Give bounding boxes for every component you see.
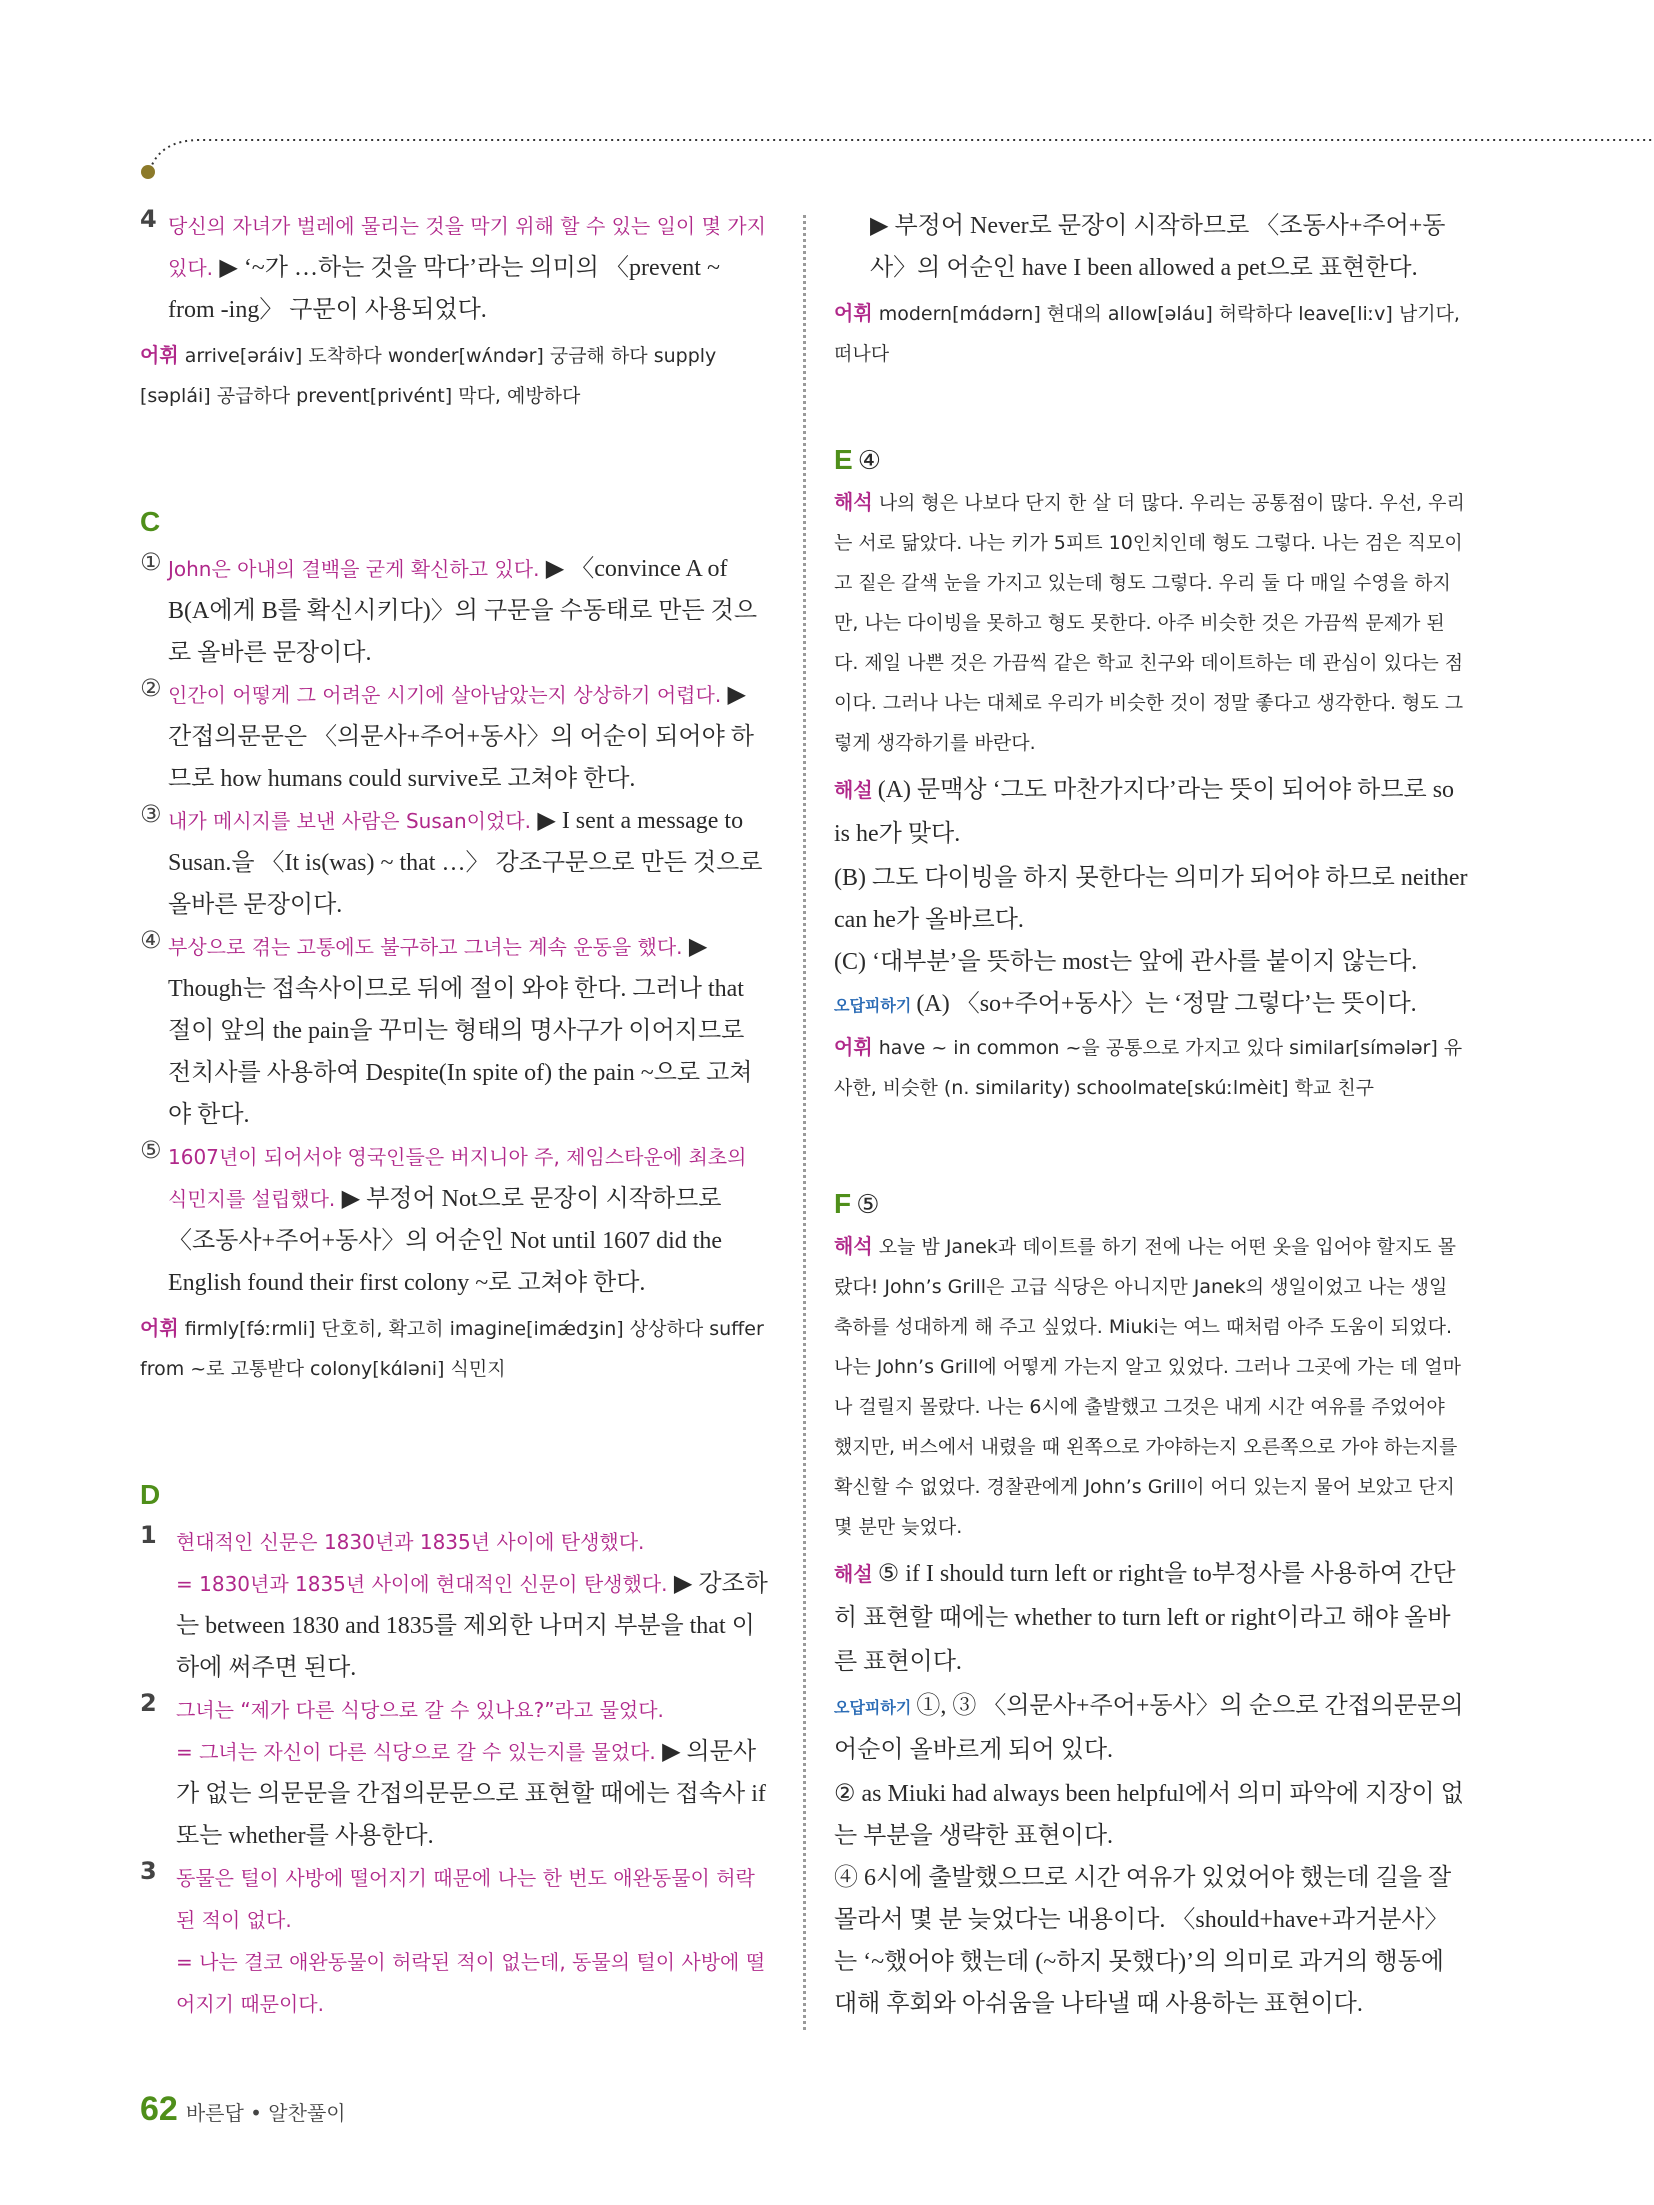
section-f-title: F bbox=[834, 1188, 852, 1219]
footer-text: 바른답 • 알찬풀이 bbox=[185, 2101, 346, 2125]
vocab-label: 어휘 bbox=[140, 343, 179, 367]
c-item-4: ④ 부상으로 겪는 고통에도 불구하고 그녀는 계속 운동을 했다. ▶ Though는 접속사이므로 뒤에 절이 와야 한다. 그러나 that 절이 앞의 the pain을 꾸미는 형태의 명사구가 이어지므로 전치사를 사용하여 Despite(In spite of) the pain ~으로 고쳐야 한다. bbox=[140, 926, 753, 1128]
item-number: 2 bbox=[140, 1689, 157, 1717]
translation: 동물은 털이 사방에 떨어지기 때문에 나는 한 번도 애완동물이 허락된 적이 없다. bbox=[176, 1866, 755, 1932]
explanation: ▶ I sent a message to Susan.을 〈It is(was) ~ that …〉 강조구문으로 만든 것으로 올바른 문장이다. bbox=[168, 808, 763, 918]
solution-label: 해설 bbox=[834, 778, 873, 802]
explanation: ▶ ‘~가 …하는 것을 막다’라는 의미의 〈prevent ~ from -ing〉 구문이 사용되었다. bbox=[168, 255, 720, 323]
translation-label: 해석 bbox=[834, 1234, 873, 1258]
item-number: 3 bbox=[140, 1857, 157, 1885]
explanation: ▶ 〈convince A of B(A에게 B를 확신시키다)〉의 구문을 수동태로 만든 것으로 올바른 문장이다. bbox=[168, 556, 758, 666]
answer: ④ bbox=[857, 446, 882, 476]
question-number: 4 bbox=[140, 205, 157, 233]
solution-label: 해설 bbox=[834, 1562, 873, 1586]
question-4 bbox=[140, 205, 772, 331]
d-item-1 bbox=[140, 1521, 772, 1689]
rewrite: = 1830년과 1835년 사이에 현대적인 신문이 탄생했다. bbox=[176, 1572, 668, 1596]
explanation: ▶ 의문사가 없는 의문문을 간접의문문으로 표현할 때에는 접속사 if 또는 whether를 사용한다. bbox=[176, 1739, 766, 1849]
vocab-label: 어휘 bbox=[834, 1035, 873, 1059]
rewrite: = 그녀는 자신이 다른 식당으로 갈 수 있는지를 물었다. bbox=[176, 1740, 656, 1764]
header-decoration bbox=[0, 0, 1654, 200]
left-column bbox=[140, 205, 772, 2025]
d-item-2 bbox=[140, 1689, 772, 1857]
translation: 현대적인 신문은 1830년과 1835년 사이에 탄생했다. bbox=[176, 1530, 645, 1554]
rewrite: = 나는 결코 애완동물이 허락된 적이 없는데, 동물의 털이 사방에 떨어지기 때문이다. bbox=[176, 1950, 766, 2016]
section-c-items bbox=[140, 548, 772, 1304]
wrong-answer-label: 오답피하기 bbox=[834, 1698, 912, 1717]
explanation: ▶ 강조하는 between 1830 and 1835를 제외한 나머지 부분을 that 이하에 써주면 된다. bbox=[176, 1571, 768, 1681]
c-item-3: ③ 내가 메시지를 보낸 사람은 Susan이었다. ▶ I sent a message to Susan.을 〈It is(was) ~ that …〉 강조구문으로 만든 것으로 올바른 문장이다. bbox=[140, 800, 763, 918]
section-d-title: D bbox=[140, 1479, 161, 1510]
solution-b: (B) 그도 다이빙을 하지 못한다는 의미가 되어야 하므로 neither can he가 올바르다. bbox=[834, 865, 1468, 933]
translation: 당신의 자녀가 벌레에 물리는 것을 막기 위해 할 수 있는 일이 몇 가지 있다. bbox=[168, 214, 766, 280]
d-item-3 bbox=[140, 1857, 772, 2025]
wrong-answer-label: 오답피하기 bbox=[834, 996, 912, 1015]
wrong-answer-2: ② as Miuki had always been helpful에서 의미 파악에 지장이 없는 부분을 생략한 표현이다. bbox=[834, 1781, 1464, 1849]
solution-c: (C) ‘대부분’을 뜻하는 most는 앞에 관사를 붙이지 않는다. bbox=[834, 949, 1418, 975]
vocab-text: modern[mɑ́dərn] 현대의 allow[əláu] 허락하다 leave[liːv] 남기다, 떠나다 bbox=[834, 303, 1460, 365]
page-footer bbox=[140, 2090, 346, 2129]
translation-label: 해석 bbox=[834, 490, 873, 514]
c-item-5: ⑤ 1607년이 되어서야 영국인들은 버지니아 주, 제임스타운에 최초의 식민지를 설립했다. ▶ 부정어 Not으로 문장이 시작하므로 〈조동사+주어+동사〉의 어순인 Not until 1607 did the English found their first colony ~로 고쳐야 한다. bbox=[140, 1136, 747, 1296]
translation-text: 나의 형은 나보다 단지 한 살 더 많다. 우리는 공통점이 많다. 우선, 우리는 서로 닮았다. 나는 키가 5피트 10인치인데 형도 그렇다. 나는 검은 직모이고 짙은 갈색 눈을 가지고 있는데 형도 그렇다. 우리 둘 다 매일 수영을 하지만, 나는 다이빙을 못하고 형도 못한다. 아주 비슷한 것은 가끔씩 문제가 된다. 제일 나쁜 것은 가끔씩 같은 학교 친구와 데이트하는 데 관심이 있다는 점이다. 그러나 나는 대체로 우리가 비슷한 것이 정말 좋다고 생각한다. 형도 그렇게 생각하기를 바란다. bbox=[834, 492, 1465, 754]
column-divider bbox=[803, 215, 806, 2030]
c-item-2: ② 인간이 어떻게 그 어려운 시기에 살아남았는지 상상하기 어렵다. ▶ 간접의문문은 〈의문사+주어+동사〉의 어순이 되어야 하므로 how humans could survive로 고쳐야 한다. bbox=[140, 674, 754, 792]
item-number: 1 bbox=[140, 1521, 157, 1549]
translation: 내가 메시지를 보낸 사람은 Susan이었다. bbox=[168, 809, 531, 833]
vocab-text: arrive[əráiv] 도착하다 wonder[wʌ́ndər] 궁금해 하다 supply [səplái] 공급하다 prevent[privént] 막다, 예방하다 bbox=[140, 345, 717, 407]
vocab-text: have ~ in common ~을 공통으로 가지고 있다 similar[símələr] 유사한, 비슷한 (n. similarity) schoolmate[skúːlmèit] 학교 친구 bbox=[834, 1037, 1463, 1099]
wrong-answer-3: ④ 6시에 출발했으므로 시간 여유가 있었어야 했는데 길을 잘 몰라서 몇 분 늦었다는 내용이다. 〈should+have+과거분사〉는 ‘~했어야 했는데 (~하지 못했다)’의 의미로 과거의 행동에 대해 후회와 아쉬움을 나타낼 때 사용하는 표현이다. bbox=[834, 1865, 1452, 2017]
c-item-1: ① John은 아내의 결백을 굳게 확신하고 있다. ▶ 〈convince A of B(A에게 B를 확신시키다)〉의 구문을 수동태로 만든 것으로 올바른 문장이다. bbox=[140, 548, 758, 666]
translation: 그녀는 “제가 다른 식당으로 갈 수 있나요?”라고 물었다. bbox=[176, 1698, 664, 1722]
translation: 1607년이 되어서야 영국인들은 버지니아 주, 제임스타운에 최초의 식민지를 설립했다. bbox=[168, 1145, 747, 1211]
explanation: ▶ 간접의문문은 〈의문사+주어+동사〉의 어순이 되어야 하므로 how humans could survive로 고쳐야 한다. bbox=[168, 682, 754, 792]
answer: ⑤ bbox=[856, 1190, 880, 1220]
explanation: ▶ 부정어 Not으로 문장이 시작하므로 〈조동사+주어+동사〉의 어순인 Not until 1607 did the English found their first colony ~로 고쳐야 한다. bbox=[168, 1186, 723, 1296]
wrong-answer-text: (A) 〈so+주어+동사〉는 ‘정말 그렇다’는 뜻이다. bbox=[916, 991, 1417, 1017]
vocab-label: 어휘 bbox=[834, 301, 873, 325]
section-e-header bbox=[834, 444, 1468, 476]
vocab-text: firmly[fə́ːrmli] 단호히, 확고히 imagine[imǽdʒin] 상상하다 suffer from ~로 고통받다 colony[kɑ́ləni] 식민지 bbox=[140, 1318, 764, 1380]
explanation: ▶ 부정어 Never로 문장이 시작하므로 〈조동사+주어+동사〉의 어순인 have I been allowed a pet으로 표현한다. bbox=[870, 213, 1446, 281]
section-c-title: C bbox=[140, 506, 161, 537]
translation: 인간이 어떻게 그 어려운 시기에 살아남았는지 상상하기 어렵다. bbox=[168, 683, 722, 707]
solution-a: (A) 문맥상 ‘그도 마찬가지다’라는 뜻이 되어야 하므로 so is he가 맞다. bbox=[834, 777, 1455, 847]
translation: 부상으로 겪는 고통에도 불구하고 그녀는 계속 운동을 했다. bbox=[168, 935, 683, 959]
page-number: 62 bbox=[140, 2090, 178, 2128]
vocab-label: 어휘 bbox=[140, 1316, 179, 1340]
right-column bbox=[834, 205, 1468, 2025]
translation-text: 오늘 밤 Janek과 데이트를 하기 전에 나는 어떤 옷을 입어야 할지도 몰랐다! John’s Grill은 고급 식당은 아니지만 Janek의 생일이었고 나는 생일 축하를 성대하게 해 주고 싶었다. Miuki는 여느 때처럼 아주 도움이 되었다. 나는 John’s Grill에 어떻게 가는지 알고 있었다. 그러나 그곳에 가는 데 얼마나 걸릴지 몰랐다. 나는 6시에 출발했고 그것은 내게 시간 여유를 주었어야 했지만, 버스에서 내렸을 때 왼쪽으로 가야하는지 오른쪽으로 가야 하는지를 확신할 수 없었다. 경찰관에게 John’s Grill이 어디 있는지 물어 보았고 단지 몇 분만 늦었다. bbox=[834, 1236, 1461, 1538]
section-f-header bbox=[834, 1188, 1468, 1220]
section-e-title: E bbox=[834, 444, 853, 475]
solution-text: ⑤ if I should turn left or right을 to부정사를 사용하여 간단히 표현할 때에는 whether to turn left or right이라고 해야 올바른 표현이다. bbox=[834, 1561, 1456, 1675]
wrong-answer-1: ①, ③ 〈의문사+주어+동사〉의 순으로 간접의문문의 어순이 올바르게 되어 있다. bbox=[834, 1693, 1464, 1763]
explanation: ▶ Though는 접속사이므로 뒤에 절이 와야 한다. 그러나 that 절이 앞의 the pain을 꾸미는 형태의 명사구가 이어지므로 전치사를 사용하여 Despite(In spite of) the pain ~으로 고쳐야 한다. bbox=[168, 934, 753, 1128]
translation: John은 아내의 결백을 굳게 확신하고 있다. bbox=[168, 557, 540, 581]
